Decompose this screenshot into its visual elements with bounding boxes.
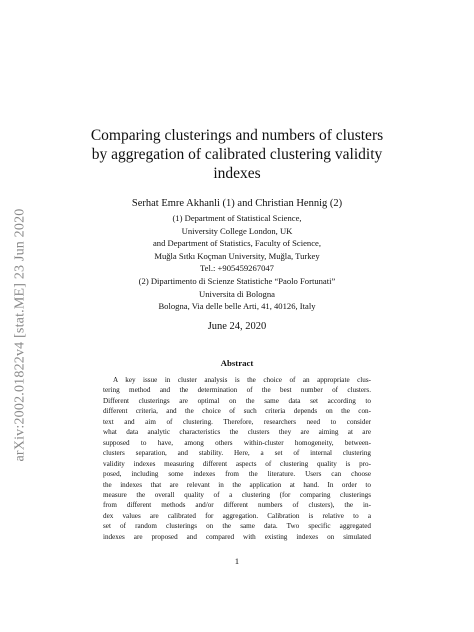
abstract-heading: Abstract	[220, 358, 254, 368]
affiliation-line: Muğla Sıtkı Koçman University, Muğla, Turkey	[154, 250, 320, 261]
abstract-line: indexes are proposed and compared with existing indexes on simulated	[103, 532, 371, 541]
abstract-line: measure the overall quality of a clustering (for comparing clusterings	[103, 490, 371, 499]
paper-date: June 24, 2020	[207, 321, 267, 332]
affiliation-line: Bologna, Via delle belle Arti, 41, 40126, Italy	[158, 301, 316, 312]
affiliation-line: (2) Dipartimento di Scienze Statistiche “Paolo Fortunati”	[138, 275, 336, 286]
abstract-line: Different clusterings are optimal on the same data set according to	[103, 396, 371, 405]
affiliation-line: Universita di Bologna	[199, 288, 275, 299]
affiliation-line: (1) Department of Statistical Science,	[172, 213, 302, 223]
arxiv-sidebar	[0, 190, 40, 480]
abstract-line: different criteria, and the choice of such criteria depends on the con-	[103, 407, 371, 416]
abstract-line: text and aim of clustering. Therefore, researchers need to consider	[103, 417, 371, 426]
title-line: indexes	[213, 165, 261, 182]
abstract-line: validity indexes measuring different aspects of clustering quality is pro-	[103, 459, 371, 468]
title-line: by aggregation of calibrated clustering validity	[91, 146, 383, 163]
abstract-line: dex values are calibrated for aggregation. Calibration is relative to a	[103, 511, 371, 520]
abstract-text	[103, 375, 371, 542]
paper-title	[70, 126, 404, 183]
page-number: 1	[234, 556, 240, 566]
title-line: Comparing clusterings and numbers of clusters	[90, 127, 384, 144]
abstract-line: supposed to have, among others within-cluster homogeneity, between-	[103, 438, 371, 447]
affiliations	[70, 212, 404, 313]
abstract-line: posed, including some indexes from the literature. Users can choose	[103, 470, 371, 479]
abstract-line: tering method and the determination of the best number of clusters.	[103, 386, 371, 395]
paper-authors: Serhat Emre Akhanli (1) and Christian Hennig (2)	[131, 198, 343, 209]
abstract-line: set of random clusterings on the same data. Two specific aggregated	[103, 522, 371, 531]
abstract-line: A key issue in cluster analysis is the choice of an appropriate clus-	[113, 376, 371, 384]
affiliation-line: Tel.: +905459267047	[200, 263, 274, 274]
abstract-line: what data analytic characteristics the clusters they are aiming at are	[103, 428, 371, 437]
affiliation-line: University College London, UK	[181, 225, 293, 236]
affiliation-line: and Department of Statistics, Faculty of Science,	[152, 238, 321, 249]
abstract-line: the indexes that are relevant in the application at hand. In order to	[103, 480, 371, 489]
abstract-line: from different methods and/or different numbers of clusters), the in-	[103, 501, 371, 510]
abstract-line: clusters separation, and stability. Here, a set of internal clustering	[103, 449, 371, 458]
arxiv-identifier[interactable]: arXiv:2002.01822v4 [stat.ME] 23 Jun 2020	[12, 208, 28, 462]
